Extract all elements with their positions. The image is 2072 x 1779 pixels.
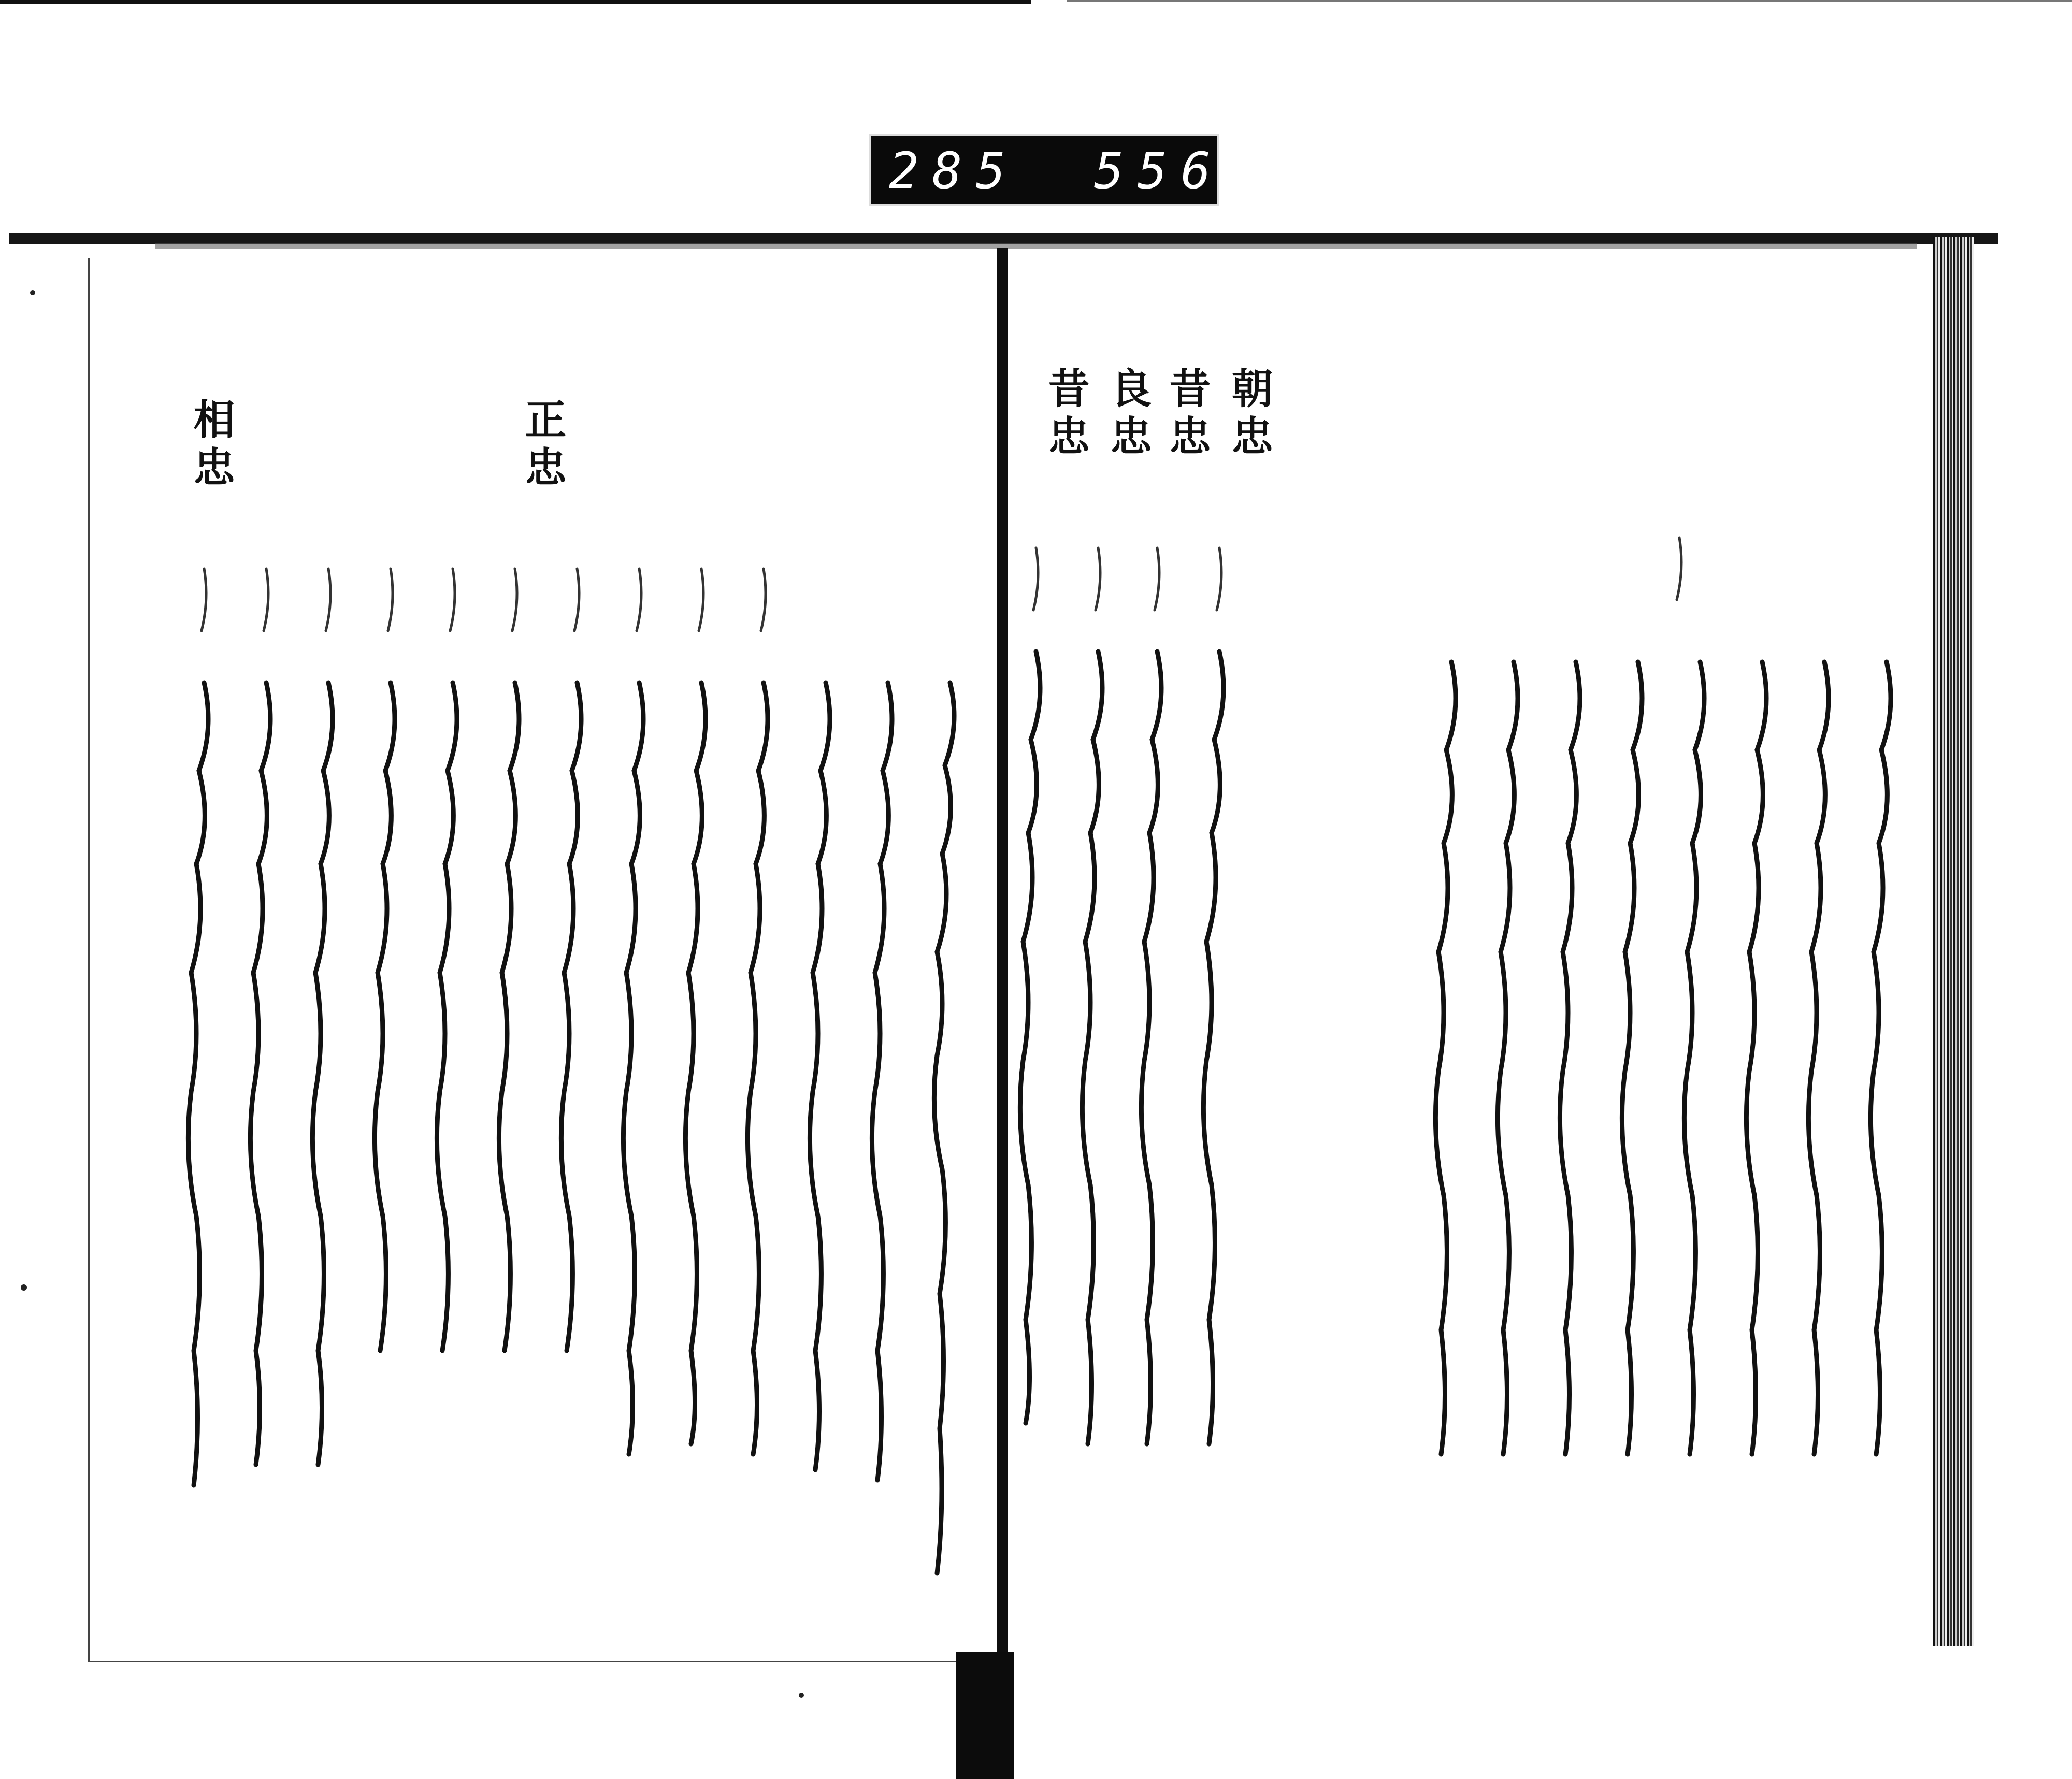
top-edge-line-left <box>0 0 1031 4</box>
left-heading-1: 正忠 <box>518 398 567 493</box>
right-page <box>1011 248 1938 1646</box>
dust-speck <box>30 290 35 295</box>
frame-counter <box>869 134 1268 206</box>
top-edge-line-right <box>1067 0 2072 2</box>
right-heading-2: 昔忠 <box>1162 367 1211 462</box>
left-heading-2: 相忠 <box>186 398 235 493</box>
right-heading-1: 朝忠 <box>1225 367 1273 462</box>
right-heading-3: 良忠 <box>1103 367 1152 462</box>
book-spine <box>997 248 1008 1656</box>
dust-speck <box>799 1693 804 1698</box>
book-top-edge <box>9 233 1998 244</box>
left-page <box>88 258 1001 1662</box>
left-verse-columns <box>90 258 1003 1662</box>
dust-speck <box>21 1284 27 1291</box>
page-stack-edge <box>1933 237 1974 1646</box>
frame-counter-left: 285 <box>889 142 1019 200</box>
right-verse-columns <box>1011 248 1938 1646</box>
frame-counter-right: 556. <box>1094 142 1268 200</box>
right-heading-4: 昔忠 <box>1041 367 1090 462</box>
scan-clamp-bottom <box>956 1652 1014 1779</box>
